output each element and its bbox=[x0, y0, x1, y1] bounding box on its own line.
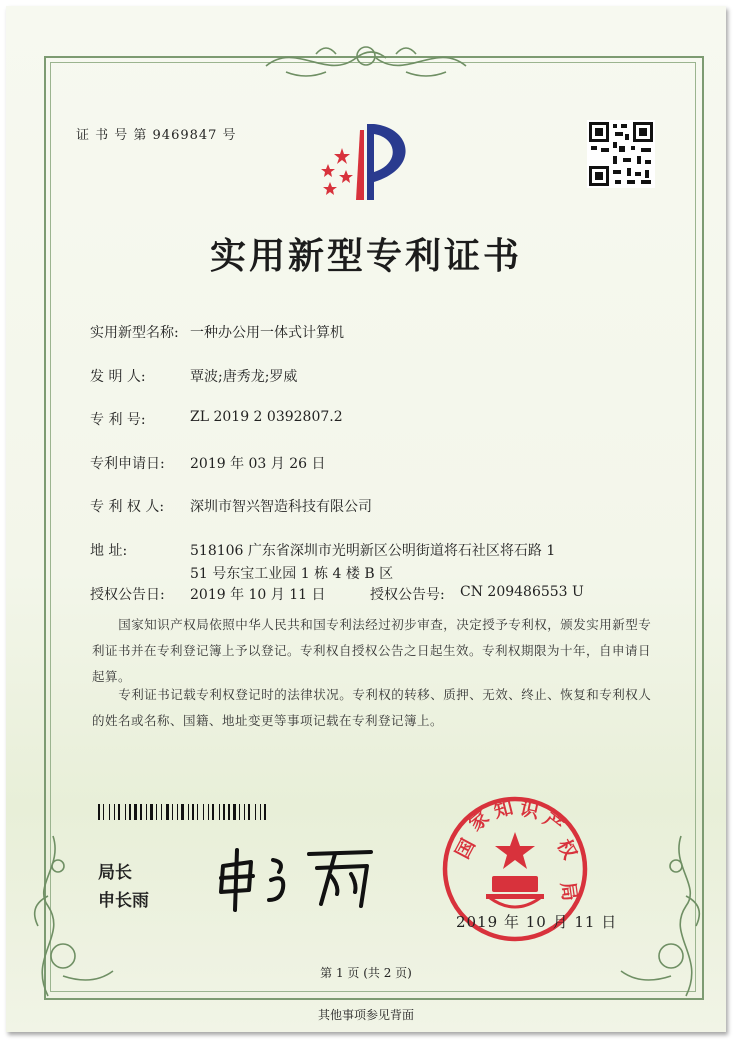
footer-note: 其他事项参见背面 bbox=[317, 1008, 414, 1022]
address-label: 地 址: bbox=[90, 543, 128, 559]
barcode bbox=[98, 804, 308, 820]
patent-number-value: ZL 2019 2 0392807.2 bbox=[190, 409, 343, 425]
utility-model-name-label: 实用新型名称: bbox=[90, 325, 179, 341]
publication-number-value: CN 209486553 U bbox=[460, 584, 584, 600]
inventor-label: 发 明 人: bbox=[90, 369, 146, 385]
utility-model-name-value: 一种办公用一体式计算机 bbox=[190, 325, 344, 341]
handwritten-signature bbox=[211, 844, 381, 914]
signatory-role: 局长 bbox=[98, 863, 132, 883]
svg-text:家: 家 bbox=[464, 806, 494, 836]
grant-date-label: 授权公告日: bbox=[90, 587, 165, 603]
svg-text:知: 知 bbox=[491, 796, 516, 823]
statement-paragraph: 国家知识产权局依照中华人民共和国专利法经过初步审查，决定授予专利权，颁发实用新型专利证书并在专利登记簿上予以登记。专利权自授权公告之日起生效。专利权期限为十年，自申请日起算。 bbox=[92, 617, 652, 684]
page-indicator: 第 1 页 (共 2 页) bbox=[320, 966, 412, 980]
svg-text:产: 产 bbox=[538, 808, 568, 838]
svg-text:识: 识 bbox=[517, 797, 542, 824]
patentee-value: 深圳市智兴智造科技有限公司 bbox=[190, 499, 372, 515]
address-value-line2: 51 号东宝工业园 1 栋 4 楼 B 区 bbox=[190, 566, 394, 582]
publication-number-label: 授权公告号: bbox=[370, 587, 445, 603]
signatory-name: 申长雨 bbox=[98, 891, 149, 911]
seal-date: 2019 年 10 月 11 日 bbox=[456, 913, 618, 931]
qr-code bbox=[587, 120, 655, 188]
application-date-label: 专利申请日: bbox=[90, 456, 165, 472]
legal-status-paragraph: 专利证书记载专利权登记时的法律状况。专利权的转移、质押、无效、终止、恢复和专利权人的姓名或名称、国籍、地址变更等事项记载在专利登记簿上。 bbox=[92, 687, 652, 728]
grant-date-value: 2019 年 10 月 11 日 bbox=[190, 587, 326, 603]
svg-text:局: 局 bbox=[556, 880, 581, 903]
patent-number-label: 专 利 号: bbox=[90, 412, 146, 428]
address-value-line1: 518106 广东省深圳市光明新区公明街道将石社区将石路 1 bbox=[190, 543, 556, 559]
application-date-value: 2019 年 03 月 26 日 bbox=[190, 456, 326, 472]
svg-text:国: 国 bbox=[451, 835, 480, 863]
inventor-value: 覃波;唐秀龙;罗威 bbox=[190, 369, 298, 385]
patent-office-logo bbox=[312, 120, 422, 205]
patentee-label: 专 利 权 人: bbox=[90, 499, 165, 515]
certificate-paper bbox=[6, 6, 726, 1032]
top-ornament bbox=[256, 36, 476, 86]
certificate-title: 实用新型专利证书 bbox=[209, 236, 522, 277]
svg-text:权: 权 bbox=[552, 835, 581, 863]
certificate-number: 证 书 号 第 9469847 号 bbox=[76, 128, 237, 143]
